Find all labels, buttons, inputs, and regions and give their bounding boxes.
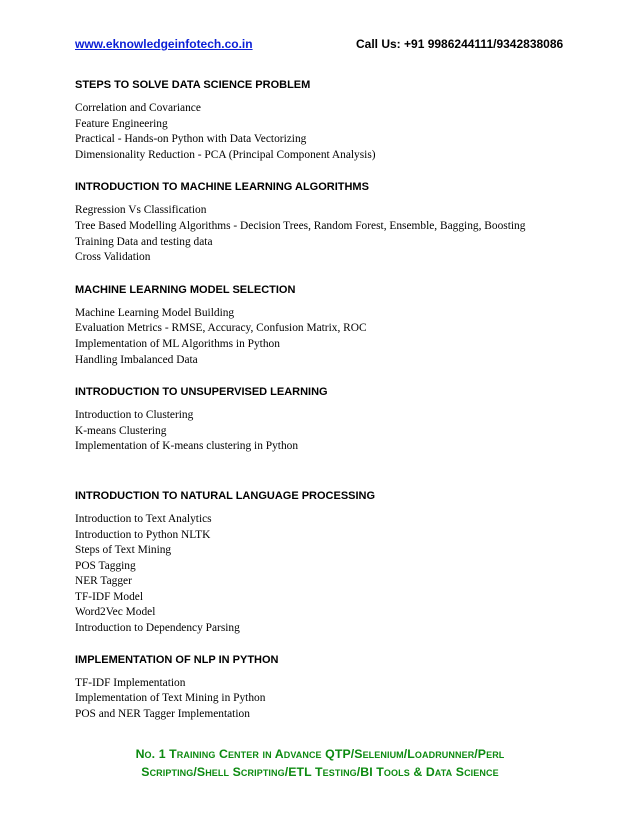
- section-title: MACHINE LEARNING MODEL SELECTION: [75, 283, 296, 296]
- list-item: Machine Learning Model Building: [75, 306, 235, 319]
- list-item: NER Tagger: [75, 575, 132, 588]
- section-items: [75, 408, 575, 455]
- section-items: [75, 101, 575, 163]
- list-item: TF-IDF Implementation: [75, 676, 186, 689]
- document-body: [75, 78, 575, 722]
- section-intro-nlp: [75, 489, 575, 637]
- list-item: Dimensionality Reduction - PCA (Principal Component Analysis): [75, 148, 376, 161]
- section-items: [75, 676, 575, 723]
- list-item: Steps of Text Mining: [75, 544, 172, 557]
- list-item: POS Tagging: [75, 559, 136, 572]
- list-item: Practical - Hands-on Python with Data Vectorizing: [75, 133, 307, 146]
- list-item: Correlation and Covariance: [75, 102, 201, 114]
- section-intro-ml-algorithms: [75, 180, 575, 265]
- list-item: Tree Based Modelling Algorithms - Decision Trees, Random Forest, Ensemble, Bagging, Boosting: [75, 219, 526, 232]
- section-title: IMPLEMENTATION OF NLP IN PYTHON: [75, 653, 279, 666]
- page-header: [75, 37, 565, 55]
- section-unsupervised-learning: [75, 385, 575, 455]
- section-title: INTRODUCTION TO NATURAL LANGUAGE PROCESSING: [75, 489, 376, 502]
- list-item: Introduction to Text Analytics: [75, 512, 212, 525]
- list-item: Feature Engineering: [75, 117, 168, 130]
- list-item: Handling Imbalanced Data: [75, 353, 198, 366]
- list-item: Evaluation Metrics - RMSE, Accuracy, Confusion Matrix, ROC: [75, 322, 367, 335]
- list-item: Word2Vec Model: [75, 606, 156, 619]
- list-item: Cross Validation: [75, 251, 151, 264]
- section-title: INTRODUCTION TO MACHINE LEARNING ALGORITHMS: [75, 181, 369, 194]
- section-nlp-python: [75, 653, 575, 723]
- list-item: K-means Clustering: [75, 424, 167, 437]
- section-title: INTRODUCTION TO UNSUPERVISED LEARNING: [75, 386, 328, 399]
- list-item: POS and NER Tagger Implementation: [75, 707, 250, 720]
- list-item: Introduction to Python NLTK: [75, 528, 211, 541]
- footer-line-1: No. 1 Training Center in Advance QTP/Selenium/Loadrunner/Perl: [135, 747, 505, 761]
- list-item: TF-IDF Model: [75, 590, 144, 603]
- section-items: [75, 203, 575, 265]
- section-ml-model-selection: [75, 283, 575, 368]
- website-link[interactable]: www.eknowledgeinfotech.co.in: [75, 37, 253, 51]
- list-item: Training Data and testing data: [75, 235, 213, 248]
- list-item: Implementation of K-means clustering in Python: [75, 440, 299, 453]
- section-items: [75, 512, 575, 637]
- list-item: Introduction to Dependency Parsing: [75, 622, 240, 635]
- phone-contact: Call Us: +91 9986244111/9342838086: [356, 37, 564, 51]
- list-item: Regression Vs Classification: [75, 204, 207, 217]
- list-item: Implementation of ML Algorithms in Python: [75, 337, 280, 350]
- section-steps-data-science: [75, 78, 575, 163]
- page-footer: [60, 745, 580, 781]
- section-items: [75, 306, 575, 368]
- section-title: STEPS TO SOLVE DATA SCIENCE PROBLEM: [75, 79, 311, 91]
- list-item: Introduction to Clustering: [75, 409, 194, 422]
- footer-line-2: Scripting/Shell Scripting/ETL Testing/BI Tools & Data Science: [141, 765, 499, 779]
- list-item: Implementation of Text Mining in Python: [75, 692, 266, 705]
